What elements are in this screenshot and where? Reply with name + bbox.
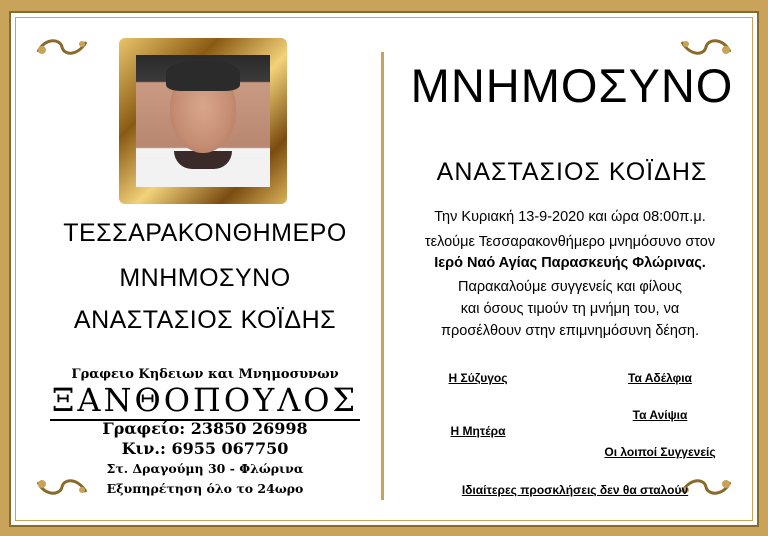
signatory-spouse: Η Σύζυγος (448, 371, 508, 385)
signatory-nephews: Τα Ανίψια (632, 408, 688, 422)
body-line-4: Παρακαλούμε συγγενείς και φίλους (458, 279, 682, 295)
funeral-home-office-phone: Γραφείο: 23850 26998 (102, 419, 308, 438)
ornament-top-left-icon (34, 34, 90, 60)
left-heading-name: ΑΝΑΣΤΑΣΙΟΣ ΚΟΪΔΗΣ (73, 306, 337, 334)
left-heading-memorial: ΜΝΗΜΟΣΥΝΟ (119, 264, 291, 292)
body-line-1: Την Κυριακή 13-9-2020 και ώρα 08:00π.μ. (434, 209, 706, 225)
portrait-frame (119, 38, 287, 204)
memorial-title: ΜΝΗΜΟΣΥΝΟ (410, 59, 734, 112)
ornament-top-right-icon (678, 34, 734, 60)
portrait-hair (166, 61, 240, 91)
funeral-home-service: Εξυπηρέτηση όλο το 24ωρο (106, 481, 304, 496)
body-line-5: και όσους τιμούν τη μνήμη του, να (460, 301, 680, 317)
deceased-name: ΑΝΑΣΤΑΣΙΟΣ ΚΟΪΔΗΣ (436, 158, 708, 186)
signatory-siblings: Τα Αδέλφια (628, 371, 692, 385)
vertical-divider (381, 52, 384, 500)
funeral-home-brand: ΞΑΝΘΟΠΟΥΛΟΣ (51, 381, 359, 419)
body-line-3: Ιερό Ναό Αγίας Παρασκευής Φλώρινας. (434, 255, 706, 271)
no-invitations-note: Ιδιαίτερες προσκλήσεις δεν θα σταλούν (461, 483, 689, 497)
portrait-photo (136, 55, 270, 187)
body-line-2: τελούμε Τεσσαρακονθήμερο μνημόσυνο στον (424, 234, 716, 250)
portrait-collar (174, 151, 232, 169)
funeral-home-address: Στ. Δραγούμη 30 - Φλώρινα (106, 461, 304, 476)
signatory-relatives: Οι λοιποί Συγγενείς (604, 445, 716, 459)
funeral-home-heading: Γραφειο Κηδειων και Μνημοσυνων (71, 367, 339, 382)
left-heading-type: ΤΕΣΣΑΡΑΚΟΝΘΗΜΕΡΟ (63, 219, 347, 247)
funeral-home-mobile-phone: Κιν.: 6955 067750 (121, 439, 289, 458)
body-line-6: προσέλθουν στην επιμνημόσυνη δέηση. (441, 323, 699, 339)
funeral-home-brand-wrap (30, 381, 380, 419)
signatory-mother: Η Μητέρα (450, 424, 506, 438)
